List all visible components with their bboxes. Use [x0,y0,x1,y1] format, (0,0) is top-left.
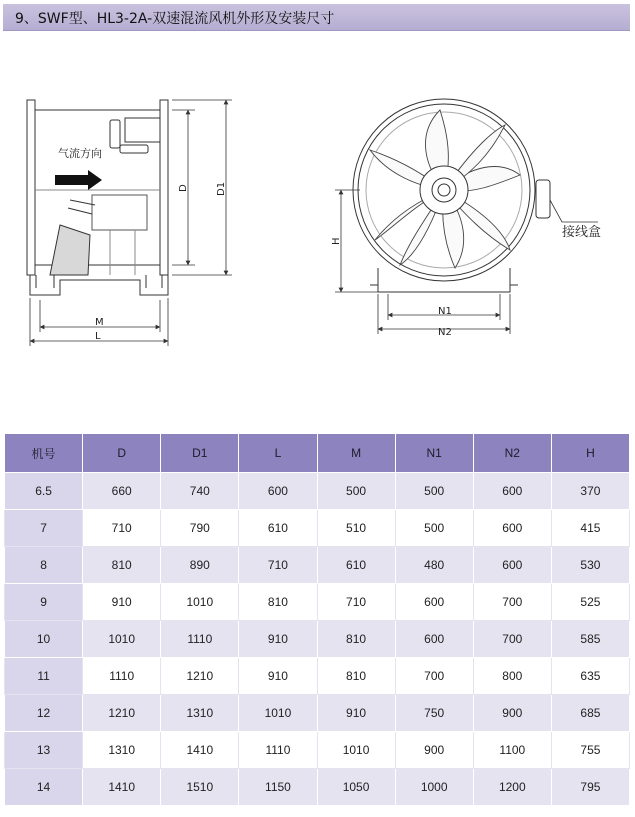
dimension-cell: 910 [239,621,317,658]
airflow-label: 气流方向 [58,147,102,160]
dimension-cell: 740 [161,473,239,510]
table-row [5,732,630,769]
col-header: 机号 [5,434,83,473]
dim-M-label: M [95,317,104,328]
section-title: 9、SWF型、HL3-2A-双速混流风机外形及安装尺寸 [15,11,335,27]
dimension-cell: 525 [551,584,629,621]
dimension-cell: 700 [473,621,551,658]
junction-box-side [50,225,90,275]
col-header: D [83,434,161,473]
inlet-flange [27,100,35,275]
dimension-cell: 1210 [83,695,161,732]
dim-N1-label: N1 [438,306,452,317]
dimension-cell: 755 [551,732,629,769]
dim-D-label: D [178,184,189,192]
dimension-cell: 910 [239,658,317,695]
model-number-cell: 7 [5,510,83,547]
model-number-cell: 14 [5,769,83,806]
dimension-cell: 810 [83,547,161,584]
dimension-cell: 1310 [161,695,239,732]
dimension-cell: 600 [473,547,551,584]
table-row [5,473,630,510]
dimension-cell: 1200 [473,769,551,806]
airflow-arrow [55,170,102,190]
dimension-cell: 1110 [239,732,317,769]
dimension-cell: 800 [473,658,551,695]
dimension-cell: 1510 [161,769,239,806]
dimension-cell: 600 [473,473,551,510]
dimension-cell: 415 [551,510,629,547]
table-row [5,621,630,658]
dimension-cell: 1110 [161,621,239,658]
dim-H-label: H [331,237,342,245]
dimension-cell: 530 [551,547,629,584]
dimension-cell: 610 [317,547,395,584]
col-header: M [317,434,395,473]
model-number-cell: 9 [5,584,83,621]
dimension-cell: 480 [395,547,473,584]
dimension-cell: 810 [317,621,395,658]
dimension-cell: 1150 [239,769,317,806]
dimension-cell: 1100 [473,732,551,769]
model-number-cell: 11 [5,658,83,695]
dimension-cell: 370 [551,473,629,510]
dimension-cell: 610 [239,510,317,547]
outlet-flange [160,100,168,275]
table-row [5,510,630,547]
dimension-cell: 890 [161,547,239,584]
dimension-cell: 500 [317,473,395,510]
model-number-cell: 8 [5,547,83,584]
dimension-cell: 600 [473,510,551,547]
dimension-cell: 900 [395,732,473,769]
dimension-cell: 910 [83,584,161,621]
dimension-cell: 750 [395,695,473,732]
dimension-cell: 585 [551,621,629,658]
dim-L-label: L [95,331,101,342]
junction-box-front [536,180,550,218]
side-view [27,100,168,295]
table-row [5,658,630,695]
dimension-cell: 660 [83,473,161,510]
section-title-bar [3,4,630,31]
dimension-cell: 1000 [395,769,473,806]
dimension-cell: 900 [473,695,551,732]
fan-dimension-drawing [0,40,635,370]
dimension-cell: 510 [317,510,395,547]
dimension-cell: 600 [395,584,473,621]
dimension-cell: 1410 [83,769,161,806]
dimension-cell: 700 [395,658,473,695]
nameplate [125,118,160,142]
dim-N2-label: N2 [438,327,452,338]
col-header: H [551,434,629,473]
dimension-cell: 1410 [161,732,239,769]
table-body [5,473,630,806]
dimension-cell: 635 [551,658,629,695]
dimension-cell: 500 [395,473,473,510]
dimension-cell: 700 [473,584,551,621]
dimension-cell: 1110 [83,658,161,695]
dimension-cell: 790 [161,510,239,547]
dimension-cell: 1210 [161,658,239,695]
table-header-row [5,434,630,473]
col-header: D1 [161,434,239,473]
front-view [353,99,550,292]
dim-D1-label: D1 [216,181,227,196]
model-number-cell: 6.5 [5,473,83,510]
dimension-cell: 710 [239,547,317,584]
dimension-cell: 810 [317,658,395,695]
dimension-cell: 795 [551,769,629,806]
dimension-cell: 500 [395,510,473,547]
dimension-table [4,433,630,806]
table-row [5,695,630,732]
dimension-cell: 710 [83,510,161,547]
table-row [5,769,630,806]
dimension-cell: 710 [317,584,395,621]
table-row [5,547,630,584]
dimension-cell: 810 [239,584,317,621]
dimension-cell: 1010 [161,584,239,621]
dimension-cell: 910 [317,695,395,732]
dimension-cell: 1010 [239,695,317,732]
junction-box-label: 接线盒 [562,225,602,240]
model-number-cell: 12 [5,695,83,732]
col-header: N2 [473,434,551,473]
dimension-cell: 600 [239,473,317,510]
dimension-cell: 1010 [83,621,161,658]
model-number-cell: 10 [5,621,83,658]
dimension-cell: 685 [551,695,629,732]
table-row [5,584,630,621]
dimension-cell: 1310 [83,732,161,769]
dimension-cell: 1050 [317,769,395,806]
col-header: L [239,434,317,473]
dimension-cell: 600 [395,621,473,658]
col-header: N1 [395,434,473,473]
model-number-cell: 13 [5,732,83,769]
dimension-cell: 1010 [317,732,395,769]
